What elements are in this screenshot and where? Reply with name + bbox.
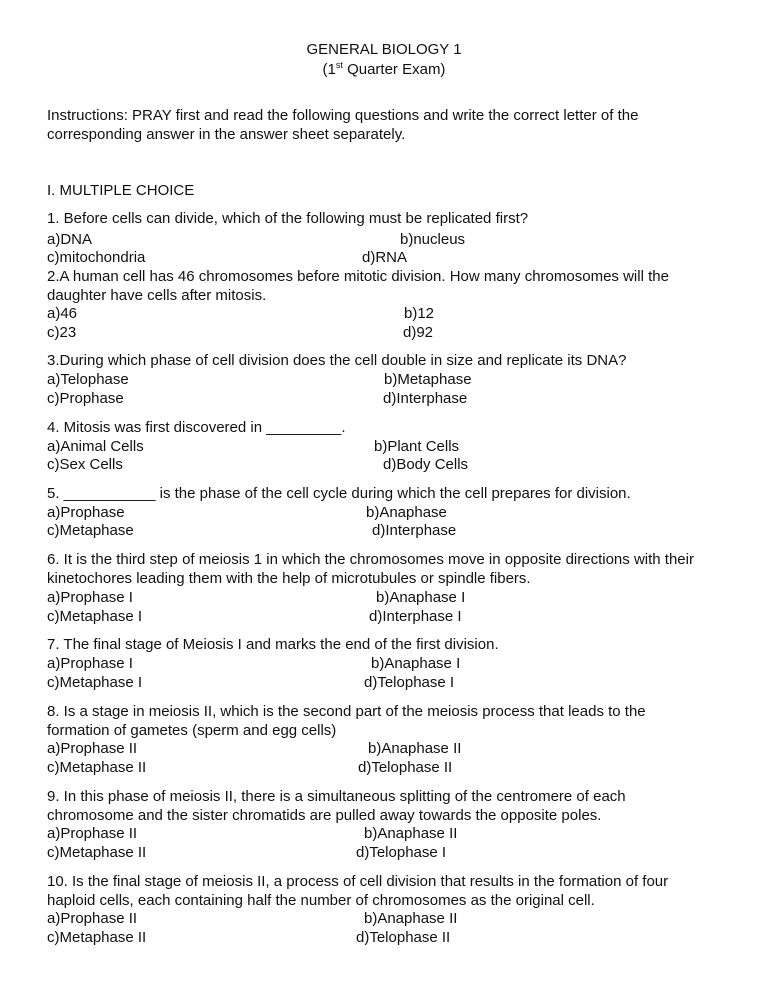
option-c: c)Metaphase II [47,759,147,776]
instructions-line: corresponding answer in the answer sheet separately. [47,126,406,143]
question-text: 5. ___________ is the phase of the cell cycle during which the cell prepares for division. [47,485,631,502]
option-c: c)Sex Cells [47,456,123,473]
option-c: c)Metaphase [47,522,134,539]
option-d: d)Body Cells [383,456,469,473]
option-a: a)Prophase II [47,740,138,757]
question-text: 7. The final stage of Meiosis I and marks the end of the first division. [47,636,499,653]
option-d: d)Telophase II [358,759,453,776]
option-a: a)Telophase [47,371,129,388]
option-a: a)Prophase I [47,589,133,606]
question-text: 8. Is a stage in meiosis II, which is the second part of the meiosis process that leads to the [47,703,646,720]
section-title: I. MULTIPLE CHOICE [47,182,195,199]
option-a: a)DNA [47,231,93,248]
option-c: c)Metaphase I [47,674,143,691]
question-text: daughter have cells after mitosis. [47,287,267,304]
question-text: 3.During which phase of cell division does the cell double in size and replicate its DNA? [47,352,627,369]
option-d: d)RNA [362,249,408,266]
option-a: a)Prophase [47,504,125,521]
option-d: d)Interphase [383,390,468,407]
question-text: 4. Mitosis was first discovered in _________. [47,419,346,436]
exam-subtitle [0,61,768,79]
option-c: c)Prophase [47,390,124,407]
option-d: d)Telophase II [356,929,451,946]
question-text: 10. Is the final stage of meiosis II, a process of cell division that results in the formation of four [47,873,669,890]
question-text: haploid cells, each containing half the number of chromosomes as the original cell. [47,892,595,909]
option-d: d)92 [403,324,434,341]
option-d: d)Interphase [372,522,457,539]
option-b: b)Anaphase II [368,740,462,757]
question-text: 6. It is the third step of meiosis 1 in which the chromosomes move in opposite directions with their [47,551,694,568]
subtitle-sup: st [335,60,343,70]
option-b: b)Metaphase [384,371,472,388]
option-a: a)46 [47,305,78,322]
option-b: b)Anaphase I [376,589,466,606]
question-text: 1. Before cells can divide, which of the following must be replicated first? [47,210,529,227]
exam-title: GENERAL BIOLOGY 1 [306,41,462,58]
option-c: c)Metaphase I [47,608,143,625]
option-c: c)Metaphase II [47,929,147,946]
option-b: b)Anaphase II [364,825,458,842]
question-text: formation of gametes (sperm and egg cells) [47,722,337,739]
subtitle-pre: (1 [322,61,336,78]
instructions-line: Instructions: PRAY first and read the following questions and write the correct letter of the [47,107,639,124]
option-d: d)Telophase I [364,674,455,691]
option-b: b)12 [404,305,435,322]
option-b: b)Anaphase [366,504,447,521]
option-c: c)mitochondria [47,249,146,266]
question-text: kinetochores leading them with the help of microtubules or spindle fibers. [47,570,531,587]
option-c: c)Metaphase II [47,844,147,861]
option-a: a)Prophase I [47,655,133,672]
option-b: b)Anaphase I [371,655,461,672]
option-a: a)Prophase II [47,825,138,842]
option-d: d)Telophase I [356,844,447,861]
question-text: 2.A human cell has 46 chromosomes before mitotic division. How many chromosomes will the [47,268,669,285]
option-b: b)Anaphase II [364,910,458,927]
option-b: b)nucleus [400,231,466,248]
option-c: c)23 [47,324,77,341]
option-b: b)Plant Cells [374,438,460,455]
question-text: chromosome and the sister chromatids are pulled away towards the opposite poles. [47,807,602,824]
subtitle-post: Quarter Exam) [342,61,446,78]
option-a: a)Prophase II [47,910,138,927]
option-d: d)Interphase I [369,608,462,625]
option-a: a)Animal Cells [47,438,144,455]
question-text: 9. In this phase of meiosis II, there is a simultaneous splitting of the centromere of each [47,788,626,805]
